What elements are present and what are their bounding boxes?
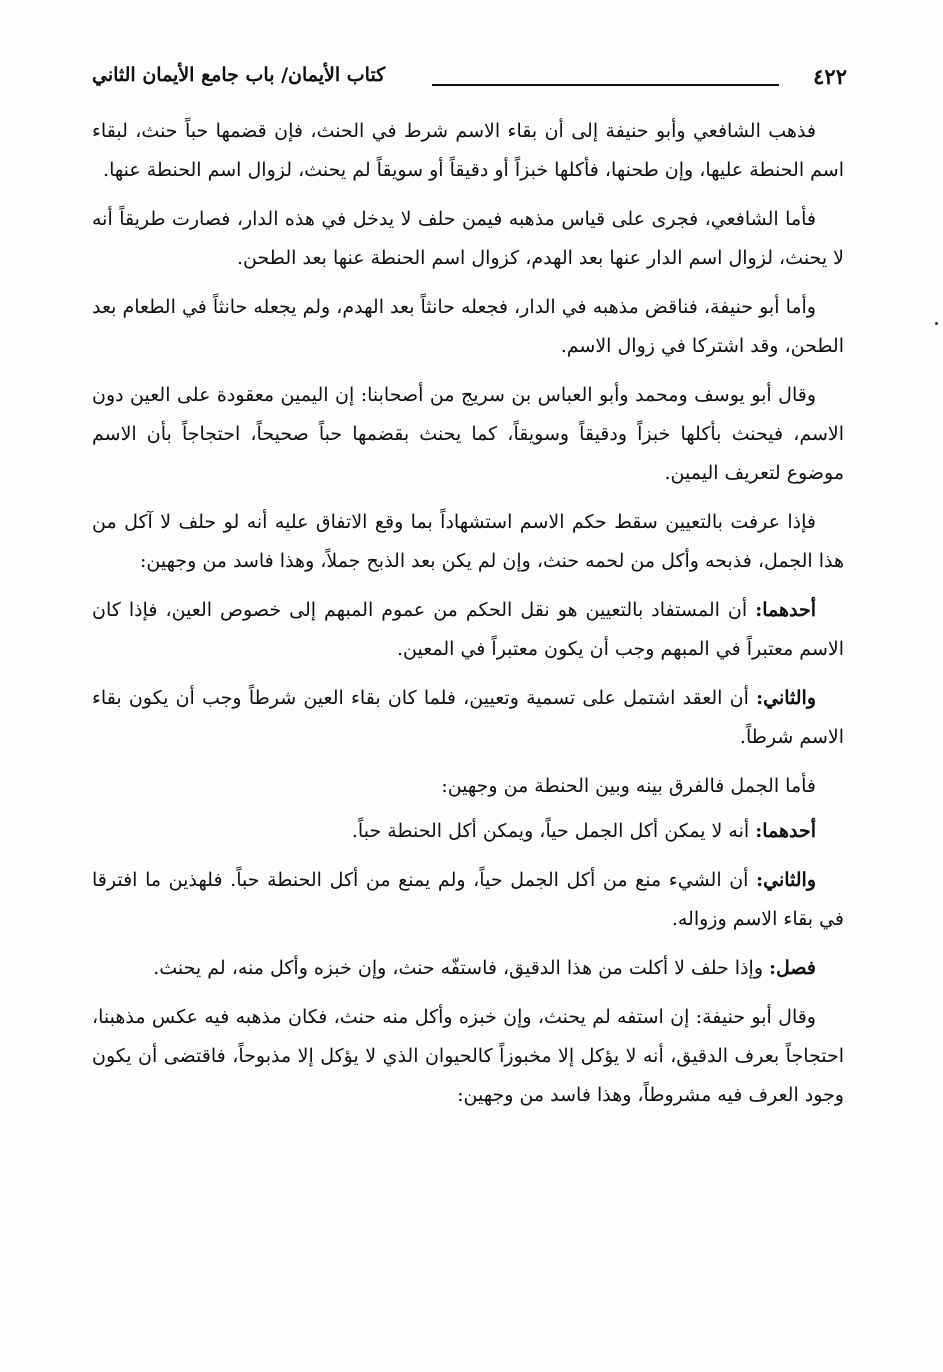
paragraph-text: وإذا حلف لا أكلت من هذا الدقيق، فاستفّه حنث، وإن خبزه وأكل منه، لم يحنث. [153,957,770,979]
paragraph-text: فأما الشافعي، فجرى على قياس مذهبه فيمن حلف لا يدخل في هذه الدار، فصارت طريقاً أنه لا يحنث، لزوال اسم الدار عنها بعد الهدم، كزوال اسم الحنطة عنها بعد الطحن. [92,208,844,269]
scan-speck [935,322,938,325]
paragraph-8 [92,767,844,806]
paragraph-text: وقال أبو يوسف ومحمد وأبو العباس بن سريج من أصحابنا: إن اليمين معقودة على العين دون الاسم، فيحنث بأكلها خبزاً ودقيقاً وسويقاً، كما يحنث بقضمها حباً صحيحاً، احتجاجاً بأن الاسم موضوع لتعريف اليمين. [92,384,844,484]
paragraph-9 [92,812,844,851]
paragraph-4 [92,376,844,493]
paragraph-text: وقال أبو حنيفة: إن استفه لم يحنث، وإن خبزه وأكل منه حنث، فكان مذهبه فيه عكس مذهبنا، احتجاجاً بعرف الدقيق، أنه لا يؤكل إلا مخبوزاً كالحيوان الذي لا يؤكل إلا مذبوحاً، فاقتضى أن يكون وجود العرف فيه مشروطاً، وهذا فاسد من وجهين: [92,1006,844,1106]
paragraph-2 [92,200,844,278]
paragraph-5 [92,503,844,581]
paragraph-lead: أحدهما: [755,820,816,842]
paragraph-text: أن الشيء منع من أكل الجمل حياً، ولم يمنع من أكل الحنطة حباً. فلهذين ما افترقا في بقاء الاسم وزواله. [92,869,844,930]
paragraph-7 [92,679,844,757]
header-rule [432,84,779,86]
running-header [92,62,847,102]
paragraph-11 [92,949,844,988]
paragraph-3 [92,288,844,366]
paragraph-10 [92,861,844,939]
paragraph-1 [92,112,844,190]
paragraph-text: فإذا عرفت بالتعيين سقط حكم الاسم استشهاداً بما وقع الاتفاق عليه أنه لو حلف لا آكل من هذا الجمل، فذبحه وأكل من لحمه حنث، وإن لم يكن بعد الذبح جملاً، وهذا فاسد من وجهين: [92,511,844,572]
paragraph-lead: أحدهما: [755,599,816,621]
paragraph-text: وأما أبو حنيفة، فناقض مذهبه في الدار، فجعله حانثاً بعد الهدم، ولم يجعله حانثاً في الطعام بعد الطحن، وقد اشتركا في زوال الاسم. [92,296,844,357]
paragraph-6 [92,591,844,669]
paragraph-lead: والثاني: [756,869,816,891]
page-number: ٤٢٢ [813,64,847,89]
paragraph-text: فأما الجمل فالفرق بينه وبين الحنطة من وجهين: [441,775,816,797]
paragraph-text: فذهب الشافعي وأبو حنيفة إلى أن بقاء الاسم شرط في الحنث، فإن قضمها حباً حنث، لبقاء اسم الحنطة عليها، وإن طحنها، فأكلها خبزاً أو دقيقاً أو سويقاً لم يحنث، لزوال اسم الحنطة عنها. [92,120,844,181]
paragraph-text: أن المستفاد بالتعيين هو نقل الحكم من عموم المبهم إلى خصوص العين، فإذا كان الاسم معتبراً في المبهم وجب أن يكون معتبراً في المعين. [92,599,844,660]
paragraph-12 [92,998,844,1115]
paragraph-lead: والثاني: [756,687,816,709]
paragraph-text: أنه لا يمكن أكل الجمل حياً، ويمكن أكل الحنطة حباً. [351,820,756,842]
paragraph-text: أن العقد اشتمل على تسمية وتعيين، فلما كان بقاء العين شرطاً وجب أن يكون بقاء الاسم شرطاً. [92,687,844,748]
body-text [92,112,844,1125]
chapter-title: كتاب الأيمان/ باب جامع الأيمان الثاني [92,64,386,86]
paragraph-lead: فصل: [769,957,816,979]
